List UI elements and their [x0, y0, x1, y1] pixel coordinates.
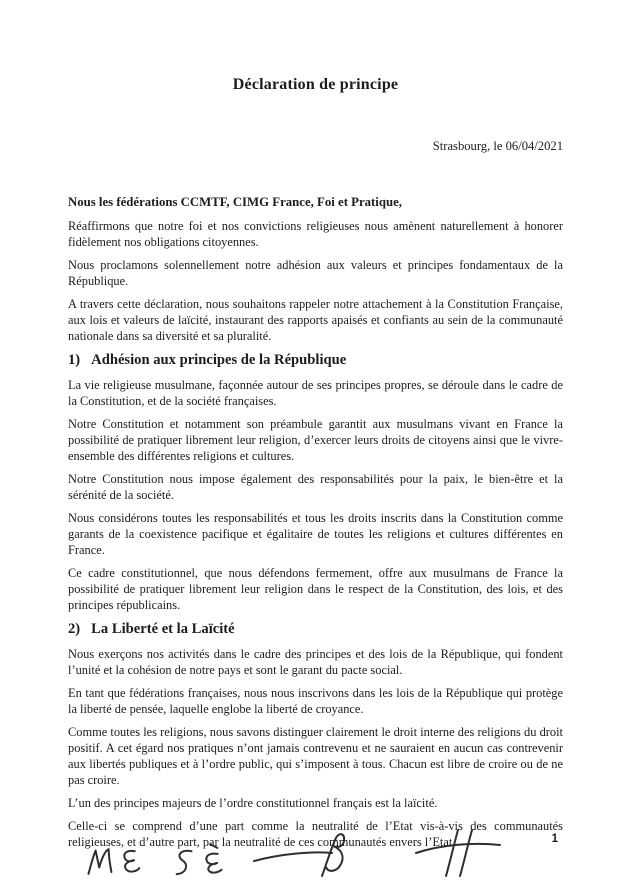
paragraph: Nous exerçons nos activités dans le cadre des principes et des lois de la République, qui fondent l’unité et la cohésion de notre pays et sont le garant du pacte social.	[68, 647, 563, 677]
section-number: 2)	[68, 621, 81, 637]
section-1	[68, 351, 563, 613]
page-number: 1	[551, 833, 558, 845]
signature-initials-me	[81, 839, 144, 881]
handwritten-paraphe-icon	[412, 826, 504, 880]
handwritten-me-icon	[81, 839, 144, 881]
paragraph: Réaffirmons que notre foi et nos convictions religieuses nous amènent naturellement à honorer fidèlement nos obligations citoyennes.	[68, 219, 563, 249]
section-heading	[68, 351, 563, 370]
paragraph: En tant que fédérations françaises, nous nous inscrivons dans les lois de la République qui protège la liberté de pensée, laquelle englobe la liberté de croyance.	[68, 686, 563, 716]
paragraph: La vie religieuse musulmane, façonnée autour de ses principes propres, se déroule dans le cadre de la Constitution, et de la société françaises.	[68, 378, 563, 408]
paragraph: L’un des principes majeurs de l’ordre constitutionnel français est la laïcité.	[68, 796, 438, 810]
section-2	[68, 620, 563, 850]
document-content	[68, 0, 563, 857]
section-number: 1)	[68, 352, 81, 368]
paragraph: Notre Constitution nous impose également des responsabilités pour la paix, le bien-être et la sérénité de la société.	[68, 472, 563, 502]
paragraph: Ce cadre constitutionnel, que nous défendons fermement, offre aux musulmans de France la possibilité de pratiquer librement leur religion dans le respect de la Constitution, des lois, et des principes républicains.	[68, 566, 563, 612]
page-title: Déclaration de principe	[232, 76, 399, 93]
signatures-row	[68, 826, 562, 888]
signature-paraphe-crosshatch	[412, 826, 504, 880]
section-heading-label: Adhésion aux principes de la République	[91, 352, 347, 368]
paragraph: A travers cette déclaration, nous souhaitons rappeler notre attachement à la Constitution Française, aux lois et valeurs de laïcité, instaurant des rapports apaisés et confiants au sein de la communauté nationale dans sa diversité et sa pluralité.	[68, 297, 563, 343]
handwritten-se-icon	[167, 839, 227, 884]
handwritten-paraphe-icon	[250, 830, 362, 882]
section-heading-label: La Liberté et la Laïcité	[91, 621, 235, 637]
signature-initials-se	[167, 839, 227, 884]
paragraph: Notre Constitution et notamment son préambule garantit aux musulmans vivant en France la possibilité de pratiquer librement leur religion, d’exercer leurs droits de citoyens ainsi que le vivre-ensemble des différentes religions et cultures.	[68, 417, 563, 463]
paragraph: Comme toutes les religions, nous savons distinguer clairement le droit interne des religions du droit positif. A cet égard nos pratiques n’ont jamais contrevenu et ne sauraient en aucun cas contrevenir aux libertés publiques et à l’ordre public, qui s’imposent à tous. Chacun est libre de croire ou de ne pas croire.	[68, 725, 563, 787]
section-heading	[68, 620, 563, 639]
paragraph: Nous proclamons solennellement notre adhésion aux valeurs et principes fondamentaux de la République.	[68, 258, 563, 288]
signature-paraphe-loop	[250, 830, 362, 882]
salutation: Nous les fédérations CCMTF, CIMG France, Foi et Pratique,	[68, 195, 402, 209]
paragraph: Nous considérons toutes les responsabilités et tous les droits inscrits dans la Constitution comme garants de la coexistence pacifique et égalitaire de toutes les religions et cultures différentes en France.	[68, 511, 563, 557]
intro-paragraphs	[68, 218, 563, 344]
dateline: Strasbourg, le 06/04/2021	[432, 139, 563, 153]
paragraph: Celle-ci se comprend d’une part comme la neutralité de l’Etat vis-à-vis des communautés religieuses, et d’autre part, par la neutralité de ces communautés envers l’Etat.	[68, 819, 563, 849]
